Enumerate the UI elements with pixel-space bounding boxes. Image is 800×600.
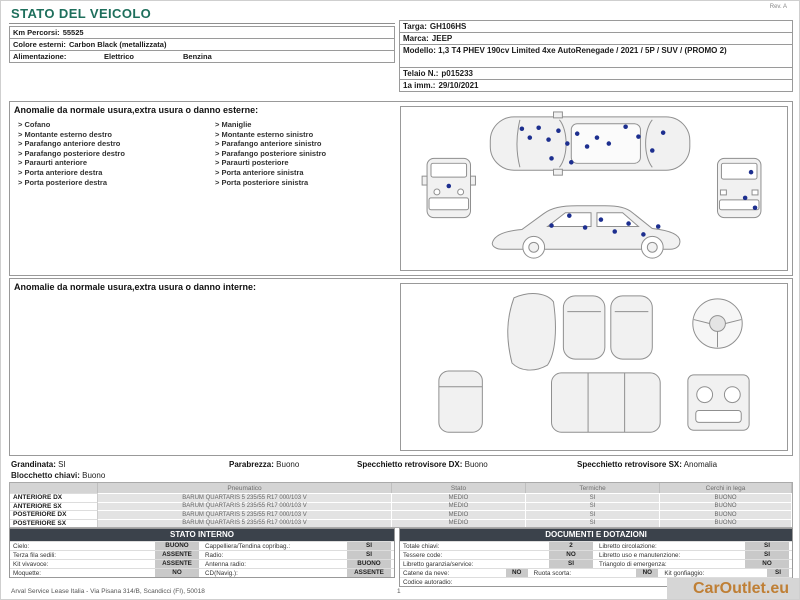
tire-position: POSTERIORE DX	[10, 510, 98, 519]
field-label: Libretto uso e manutenzione:	[599, 551, 681, 559]
table-row	[10, 559, 394, 568]
interior-rear-bench	[552, 373, 661, 432]
tire-row	[10, 502, 792, 511]
field-label: Targa:	[403, 22, 427, 31]
tire-header-cerchi: Cerchi in lega	[660, 483, 792, 493]
interior-diagram-box	[400, 283, 788, 451]
field-pair	[403, 569, 528, 577]
field-label: Moquette:	[13, 569, 42, 577]
external-anomalies-list-left	[18, 120, 125, 187]
list-item: > Porta anteriore destra	[18, 168, 125, 178]
field-label: Terza fila sedili:	[13, 551, 57, 559]
car-side-view	[492, 206, 680, 258]
field-value: SI	[549, 560, 593, 568]
field-pair	[403, 560, 593, 568]
field-value-fuel-2: Benzina	[183, 52, 212, 61]
stato-interno-table	[9, 528, 395, 578]
list-item: > Maniglie	[215, 120, 326, 130]
field-value: p015233	[441, 69, 474, 78]
field-pair	[664, 569, 789, 577]
field-pair	[205, 542, 391, 550]
table-title: STATO INTERNO	[10, 529, 394, 541]
tire-rims: BUONO	[660, 510, 792, 519]
condition-specchietto-dx	[357, 460, 488, 469]
list-item: > Montante esterno destro	[18, 130, 125, 140]
field-value: NO	[745, 560, 789, 568]
field-value: ASSENTE	[155, 560, 199, 568]
field-value: SI	[745, 551, 789, 559]
condition-value: SI	[58, 460, 66, 469]
field-value: NO	[506, 569, 528, 577]
field-value-fuel-1: Elettrico	[104, 52, 135, 61]
exterior-diagram-box	[400, 106, 788, 271]
table-row	[10, 550, 394, 559]
field-modello	[399, 44, 793, 68]
footer-page-number: 1	[397, 588, 401, 595]
tire-header-termiche: Termiche	[526, 483, 660, 493]
field-pair	[205, 560, 391, 568]
field-label: Kit gonfiaggio:	[664, 569, 705, 577]
tire-spec: BARUM QUARTARIS 5 235/55 R17 000/103 V	[98, 493, 392, 502]
table-row	[400, 541, 792, 550]
field-pair	[205, 569, 391, 577]
field-pair	[13, 542, 199, 550]
field-label: Triangolo di emergenza:	[599, 560, 667, 568]
table-row	[400, 559, 792, 568]
condition-label: Parabrezza:	[229, 460, 274, 469]
list-item: > Parafango anteriore sinistro	[215, 139, 326, 149]
field-value: GH106HS	[429, 22, 467, 31]
field-label: 1a imm.:	[403, 81, 436, 90]
table-row	[10, 541, 394, 550]
tire-header-empty	[10, 483, 98, 493]
field-label: Libretto garanzia/service:	[403, 560, 474, 568]
field-value: 55525	[62, 28, 84, 37]
field-value: JEEP	[431, 34, 453, 43]
field-value: SI	[745, 542, 789, 550]
internal-anomalies-section	[9, 278, 793, 456]
tire-state: MEDIO	[392, 493, 526, 502]
field-label: Modello:	[403, 46, 436, 55]
field-prima-immatricolazione	[399, 79, 793, 92]
field-value: Carbon Black (metallizzata)	[68, 40, 167, 49]
interior-dashboard-cluster	[688, 375, 749, 430]
field-value: NO	[636, 569, 658, 577]
field-label: Radio:	[205, 551, 224, 559]
list-item: > Paraurti anteriore	[18, 158, 125, 168]
field-pair	[599, 560, 789, 568]
field-label: Codice autoradio:	[403, 578, 453, 586]
condition-value: Buono	[276, 460, 300, 469]
tire-position: ANTERIORE DX	[10, 493, 98, 502]
vehicle-info-left	[9, 27, 395, 63]
field-label: Alimentazione:	[13, 52, 67, 61]
list-item: > Porta posteriore destra	[18, 178, 125, 188]
section-title: Anomalie da normale usura,extra usura o danno esterne:	[14, 105, 259, 115]
field-alimentazione	[9, 50, 395, 63]
tire-position: ANTERIORE SX	[10, 502, 98, 511]
tire-state: MEDIO	[392, 519, 526, 528]
tire-row	[10, 519, 792, 528]
field-label: Libretto circolazione:	[599, 542, 657, 550]
interior-door-panel	[508, 294, 556, 371]
field-label: Ruota scorta:	[533, 569, 572, 577]
tire-spec: BARUM QUARTARIS 5 235/55 R17 000/103 V	[98, 510, 392, 519]
field-pair	[599, 551, 789, 559]
list-item: > Montante esterno sinistro	[215, 130, 326, 140]
condition-value: Buono	[464, 460, 488, 469]
condition-parabrezza	[229, 460, 299, 469]
field-value: ASSENTE	[155, 551, 199, 559]
field-pair	[13, 569, 199, 577]
table-row	[400, 568, 792, 577]
tire-winter: SI	[526, 502, 660, 511]
field-value: SI	[767, 569, 789, 577]
car-interior-diagram	[401, 284, 787, 450]
field-value: NO	[549, 551, 593, 559]
field-value: BUONO	[155, 542, 199, 550]
field-pair	[13, 551, 199, 559]
field-pair	[599, 542, 789, 550]
interior-seat-small	[439, 371, 482, 432]
list-item: > Parafango posteriore destro	[18, 149, 125, 159]
field-value: NO	[155, 569, 199, 577]
field-label: Catene da neve:	[403, 569, 450, 577]
condition-value: Anomalia	[683, 460, 718, 469]
field-label: CD(Navig.):	[205, 569, 238, 577]
list-item: > Parafango posteriore sinistro	[215, 149, 326, 159]
caroutlet-watermark: CarOutlet.eu	[667, 578, 799, 599]
list-item: > Cofano	[18, 120, 125, 130]
field-value: SI	[347, 551, 391, 559]
field-value: SI	[347, 542, 391, 550]
condition-label: Blocchetto chiavi:	[11, 471, 80, 480]
general-conditions-row	[1, 460, 800, 470]
tires-table	[9, 482, 793, 528]
condition-specchietto-sx	[577, 460, 717, 469]
field-pair	[13, 560, 199, 568]
condition-label: Specchietto retrovisore SX:	[577, 460, 682, 469]
tires-table-header	[10, 483, 792, 493]
field-value: BUONO	[347, 560, 391, 568]
field-label: Km Percorsi:	[13, 28, 60, 37]
tire-state: MEDIO	[392, 510, 526, 519]
condition-grandinata	[11, 460, 66, 469]
field-label: Marca:	[403, 34, 429, 43]
tire-row	[10, 510, 792, 519]
interior-front-seats	[563, 296, 652, 359]
list-item: > Porta anteriore sinistra	[215, 168, 326, 178]
table-title: DOCUMENTI E DOTAZIONI	[400, 529, 792, 541]
field-pair	[534, 569, 659, 577]
tire-winter: SI	[526, 510, 660, 519]
table-row	[400, 550, 792, 559]
field-label: Colore esterni:	[13, 40, 66, 49]
field-value: 29/10/2021	[438, 81, 479, 90]
field-value: ASSENTE	[347, 569, 391, 577]
car-exterior-diagram	[401, 107, 787, 270]
field-label: Totale chiavi:	[403, 542, 440, 550]
tire-winter: SI	[526, 493, 660, 502]
section-title: Anomalie da normale usura,extra usura o danno interne:	[14, 282, 257, 292]
steering-wheel-icon	[693, 299, 742, 348]
field-label: Cielo:	[13, 542, 30, 550]
table-row	[10, 568, 394, 577]
tire-rims: BUONO	[660, 493, 792, 502]
tire-rims: BUONO	[660, 502, 792, 511]
list-item: > Parafango anteriore destro	[18, 139, 125, 149]
field-label: Kit vivavoce:	[13, 560, 49, 568]
field-pair	[205, 551, 391, 559]
field-label: Telaio N.:	[403, 69, 439, 78]
field-value: 2	[549, 542, 593, 550]
condition-label: Grandinata:	[11, 460, 56, 469]
title-divider	[9, 23, 395, 24]
tire-spec: BARUM QUARTARIS 5 235/55 R17 000/103 V	[98, 502, 392, 511]
tire-state: MEDIO	[392, 502, 526, 511]
page-title: STATO DEL VEICOLO	[11, 6, 152, 21]
tire-header-pneumatico: Pneumatico	[98, 483, 392, 493]
tire-rims: BUONO	[660, 519, 792, 528]
field-pair	[403, 551, 593, 559]
list-item: > Porta posteriore sinistra	[215, 178, 326, 188]
condition-value: Buono	[82, 471, 106, 480]
field-value: 1,3 T4 PHEV 190cv Limited 4xe AutoRenegade / 2021 / 5P / SUV / (PROMO 2)	[438, 46, 727, 55]
tire-winter: SI	[526, 519, 660, 528]
tire-header-stato: Stato	[392, 483, 526, 493]
footer-company-address: Arval Service Lease Italia - Via Pisana 314/B, Scandicci (FI), 50018	[11, 588, 205, 595]
revision-label: Rev. A	[769, 4, 787, 10]
tire-position: POSTERIORE SX	[10, 519, 98, 528]
tire-row	[10, 493, 792, 502]
field-label: Tessere code:	[403, 551, 443, 559]
car-top-view	[490, 112, 690, 175]
external-anomalies-section	[9, 101, 793, 276]
condition-label: Specchietto retrovisore DX:	[357, 460, 463, 469]
tire-spec: BARUM QUARTARIS 5 235/55 R17 000/103 V	[98, 519, 392, 528]
field-pair	[403, 542, 593, 550]
external-anomalies-list-right	[215, 120, 326, 187]
field-label: Antenna radio:	[205, 560, 246, 568]
list-item: > Paraurti posteriore	[215, 158, 326, 168]
vehicle-info-right	[399, 21, 793, 92]
field-label: Cappelliera/Tendina copribag.:	[205, 542, 291, 550]
condition-blocchetto-chiavi	[11, 471, 105, 480]
